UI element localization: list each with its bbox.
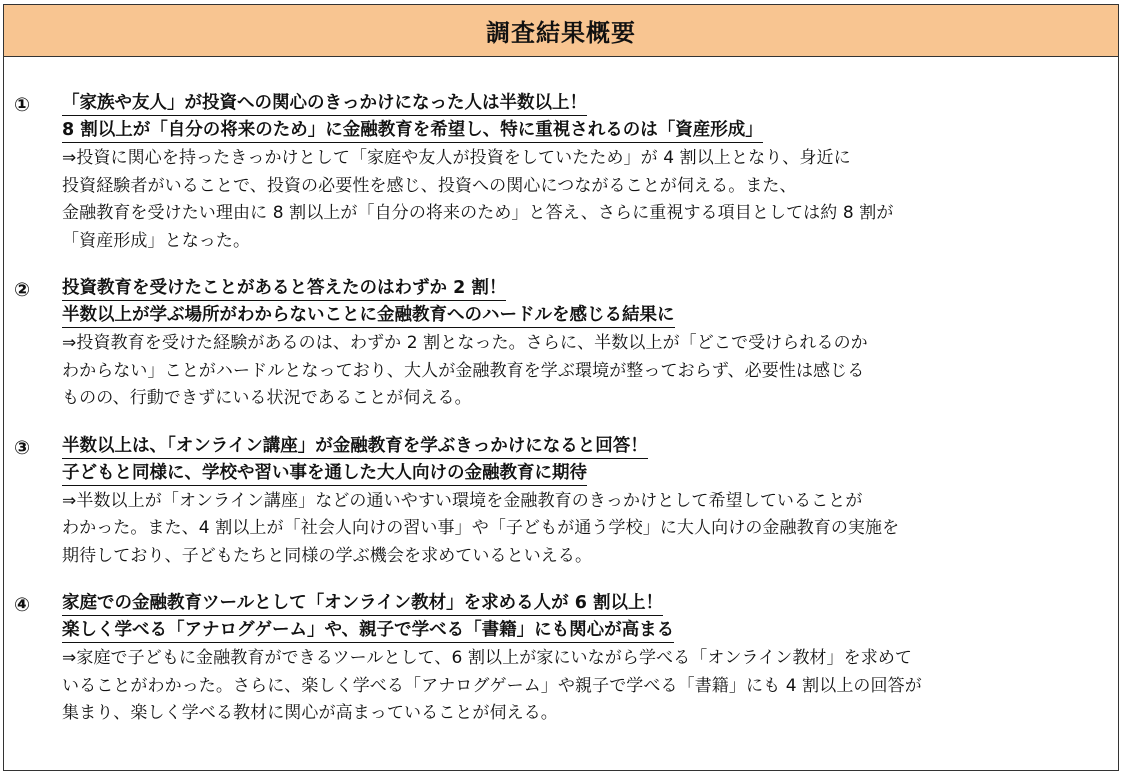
heading-line: 半数以上は、「オンライン講座」が金融教育を学ぶきっかけになると回答！	[62, 434, 648, 459]
finding-section-2	[4, 276, 1118, 413]
body-line: ⇒家庭で子どもに金融教育ができるツールとして、6 割以上が家にいながら学べる「オンライン教材」を求めて	[62, 648, 913, 668]
finding-section-3	[4, 434, 1118, 571]
body-line: ものの、行動できずにいる状況であることが伺える。	[62, 388, 472, 408]
heading-line: 投資教育を受けたことがあると答えたのはわずか 2 割！	[62, 276, 506, 301]
body-line: ⇒投資に関心を持ったきっかけとして「家庭や友人が投資をしていたため」が 4 割以上となり、身近に	[62, 148, 851, 168]
body-line: 投資経験者がいることで、投資の必要性を感じ、投資への関心につながることが伺える。また、	[62, 175, 797, 196]
heading-line: 家庭での金融教育ツールとして「オンライン教材」を求める人が 6 割以上！	[62, 591, 663, 616]
body-line: 期待しており、子どもたちと同様の学ぶ機会を求めているといえる。	[62, 545, 593, 566]
section-number: ③	[14, 436, 31, 459]
heading-line: 楽しく学べる「アナログゲーム」や、親子で学べる「書籍」にも関心が高まる	[62, 618, 674, 643]
body-line: 「資産形成」となった。	[62, 230, 251, 251]
section-heading	[62, 276, 1100, 330]
summary-header	[4, 5, 1118, 57]
summary-content	[4, 57, 1118, 728]
page-title: 調査結果概要	[486, 19, 636, 47]
heading-line: 8 割以上が「自分の将来のため」に金融教育を希望し、特に重視されるのは「資産形成」	[62, 118, 763, 143]
summary-box	[3, 4, 1119, 771]
heading-line: 「家族や友人」が投資への関心のきっかけになった人は半数以上！	[62, 91, 587, 116]
finding-section-4	[4, 591, 1118, 728]
section-heading	[62, 434, 1100, 488]
body-line: 金融教育を受けたい理由に 8 割以上が「自分の将来のため」と答え、さらに重視する項目としては約 8 割が	[62, 203, 894, 223]
section-number: ④	[14, 594, 31, 616]
heading-line: 半数以上が学ぶ場所がわからないことに金融教育へのハードルを感じる結果に	[62, 303, 675, 328]
section-number: ①	[14, 94, 31, 116]
body-line: わかった。また、4 割以上が「社会人向けの習い事」や「子どもが通う学校」に大人向けの金融教育の実施を	[62, 518, 900, 538]
body-line: 集まり、楽しく学べる教材に関心が高まっていることが伺える。	[62, 703, 558, 723]
finding-section-1	[4, 91, 1118, 255]
heading-line: 子どもと同様に、学校や習い事を通した大人向けの金融教育に期待	[62, 461, 587, 486]
body-line: ⇒半数以上が「オンライン講座」などの通いやすい環境を金融教育のきっかけとして希望していることが	[62, 490, 863, 511]
section-number: ②	[14, 279, 31, 301]
body-line: わからない」ことがハードルとなっており、大人が金融教育を学ぶ環境が整っておらず、必要性は感じる	[62, 360, 865, 381]
body-line: いることがわかった。さらに、楽しく学べる「アナログゲーム」や親子で学べる「書籍」にも 4 割以上の回答が	[62, 675, 922, 696]
body-line: ⇒投資教育を受けた経験があるのは、わずか 2 割となった。さらに、半数以上が「どこで受けられるのか	[62, 333, 868, 353]
section-heading	[62, 91, 1100, 145]
section-heading	[62, 591, 1100, 645]
